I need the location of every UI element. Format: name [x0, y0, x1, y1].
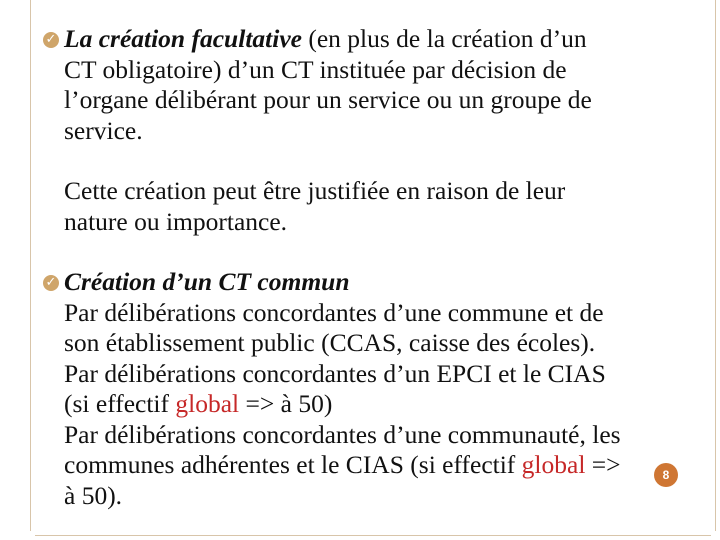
checkmark-circle-icon: ✓: [43, 275, 59, 291]
section2-line3: Par délibérations concordantes d’un EPCI et le CIAS: [64, 358, 606, 388]
page-number-badge: 8: [654, 463, 678, 487]
section2-line1: Par délibérations concordantes d’une commune et de: [64, 297, 604, 327]
slide-body: [45, 24, 694, 511]
blank-line: [64, 146, 694, 176]
global-highlight: global: [175, 389, 240, 418]
section2-line4: [64, 389, 694, 420]
section2-line6-pre: communes adhérentes et le CIAS (si effectif: [64, 450, 522, 479]
section2-line4-pre: (si effectif: [64, 389, 176, 418]
section1-note-line1: Cette création peut être justifiée en raison de leur: [64, 176, 566, 205]
section1-heading: La création facultative: [64, 24, 302, 53]
section1-line3: l’organe délibérant pour un service ou un groupe de: [64, 85, 592, 114]
section2-line4-post: => à 50): [239, 389, 333, 418]
frame-corner-left: [26, 531, 35, 540]
section1-line1-rest: (en plus de la création d’un: [301, 24, 587, 53]
frame-corner-right: [711, 531, 720, 540]
section2-line5: Par délibérations concordantes d’une communauté, les: [64, 419, 621, 449]
section1-line4: service.: [64, 115, 143, 145]
section2-line6-post: =>: [585, 450, 621, 479]
section2-line7: à 50).: [64, 480, 123, 510]
section1-heading-line: [45, 24, 694, 55]
global-highlight: global: [521, 450, 586, 479]
section2-heading: Création d’un CT commun: [64, 267, 350, 296]
section2-line6: [64, 450, 694, 481]
checkmark-circle-icon: ✓: [43, 32, 59, 48]
blank-line: [64, 237, 694, 267]
section2-line2: son établissement public (CCAS, caisse des écoles).: [64, 328, 596, 357]
section1-line2: CT obligatoire) d’un CT instituée par décision de: [64, 54, 567, 84]
section1-note-line2: nature ou importance.: [64, 206, 288, 236]
section2-heading-line: [45, 267, 694, 298]
